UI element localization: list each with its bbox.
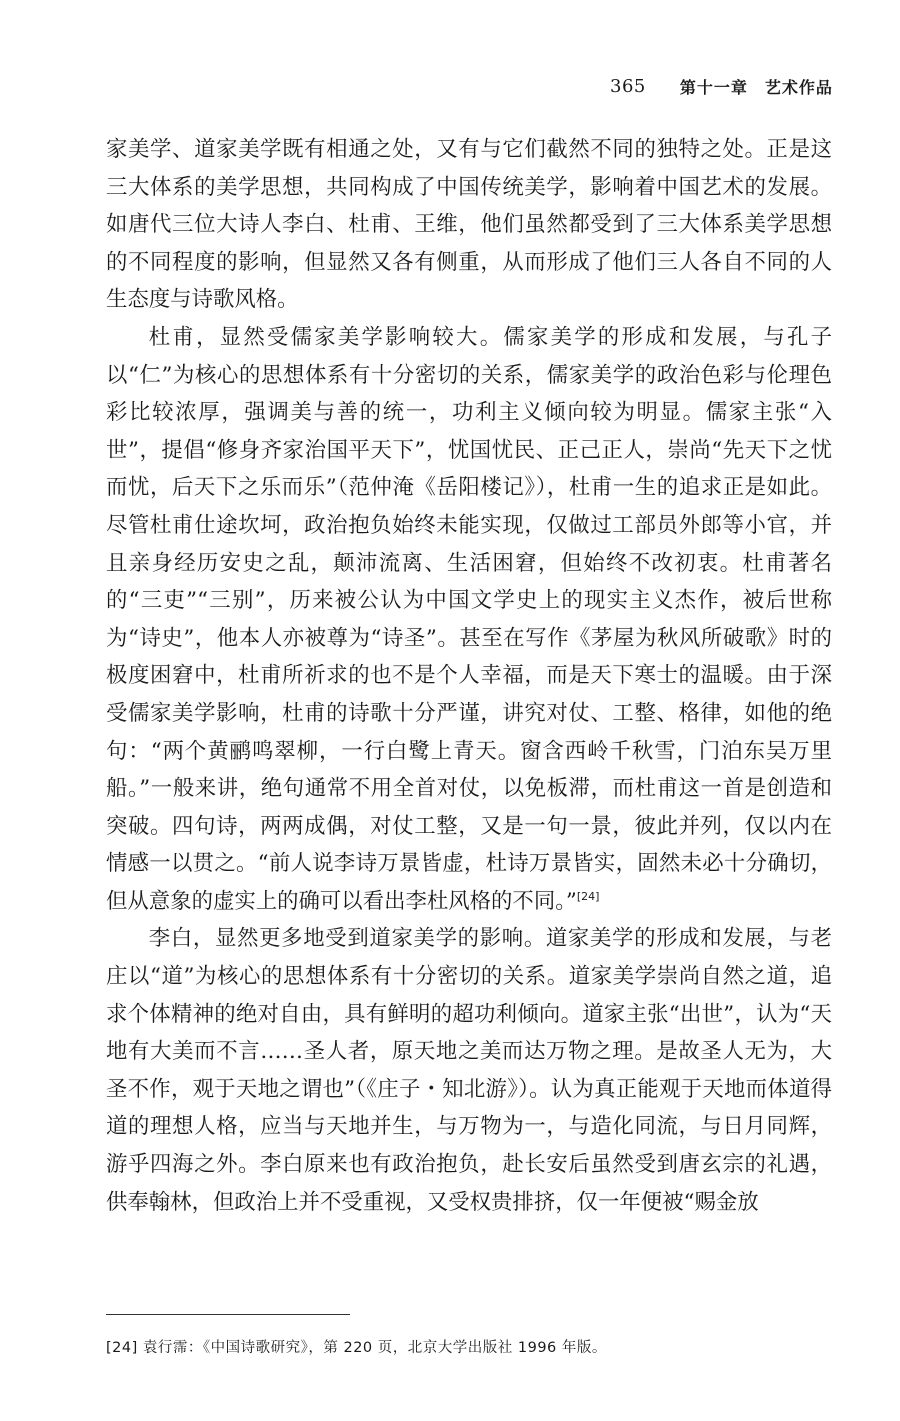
footnote: [24] 袁行霈：《中国诗歌研究》，第 220 页，北京大学出版社 1996 年版。	[106, 1340, 607, 1356]
running-header	[560, 72, 833, 100]
chapter-title: 第十一章 艺术作品	[679, 77, 833, 97]
page-number: 365	[610, 75, 646, 97]
paragraph-li-bai: 李白，显然更多地受到道家美学的影响。道家美学的形成和发展，与老庄以“道”为核心的思想体系有十分密切的关系。道家美学崇尚自然之道，追求个体精神的绝对自由，具有鲜明的超功利倾向。道家主张“出世”，认为“天地有大美而不言……圣人者，原天地之美而达万物之理。是故圣人无为，大圣不作，观于天地之谓也”（《庄子・知北游》）。认为真正能观于天地而体道得道的理想人格，应当与天地并生，与万物为一，与造化同流，与日月同辉，游乎四海之外。李白原来也有政治抱负，赴长安后虽然受到唐玄宗的礼遇，供奉翰林，但政治上并不受重视，又受权贵排挤，仅一年便被“赐金放	[106, 926, 832, 1215]
footnote-reference[interactable]: [24]	[576, 889, 600, 903]
footnote-divider	[106, 1314, 350, 1315]
paragraph-continuation: 家美学、道家美学既有相通之处，又有与它们截然不同的独特之处。正是这三大体系的美学思想，共同构成了中国传统美学，影响着中国艺术的发展。如唐代三位大诗人李白、杜甫、王维，他们虽然都受到了三大体系美学思想的不同程度的影响，但显然又各有侧重，从而形成了他们三人各自不同的人生态度与诗歌风格。	[106, 137, 832, 313]
paragraph-du-fu-text: 杜甫，显然受儒家美学影响较大。儒家美学的形成和发展，与孔子以“仁”为核心的思想体系有十分密切的关系，儒家美学的政治色彩与伦理色彩比较浓厚，强调美与善的统一，功利主义倾向较为明显。儒家主张“入世”，提倡“修身齐家治国平天下”，忧国忧民、正己正人，崇尚“先天下之忧而忧，后天下之乐而乐”（范仲淹《岳阳楼记》），杜甫一生的追求正是如此。尽管杜甫仕途坎坷，政治抱负始终未能实现，仅做过工部员外郎等小官，并且亲身经历安史之乱，颠沛流离、生活困窘，但始终不改初衷。杜甫著名的“三吏”“三别”，历来被公认为中国文学史上的现实主义杰作，被后世称为“诗史”，他本人亦被尊为“诗圣”。甚至在写作《茅屋为秋风所破歌》时的极度困窘中，杜甫所祈求的也不是个人幸福，而是天下寒士的温暖。由于深受儒家美学影响，杜甫的诗歌十分严谨，讲究对仗、工整、格律，如他的绝句：“两个黄鹂鸣翠柳，一行白鹭上青天。窗含西岭千秋雪，门泊东吴万里船。”一般来讲，绝句通常不用全首对仗，以免板滞，而杜甫这一首是创造和突破。四句诗，两两成偶，对仗工整，又是一句一景，彼此并列，仅以内在情感一以贯之。“前人说李诗万景皆虚，杜诗万景皆实，固然未必十分确切，但从意象的虚实上的确可以看出李杜风格的不同。”	[106, 324, 832, 914]
paragraph-du-fu	[106, 319, 832, 921]
body-text	[106, 131, 832, 1221]
